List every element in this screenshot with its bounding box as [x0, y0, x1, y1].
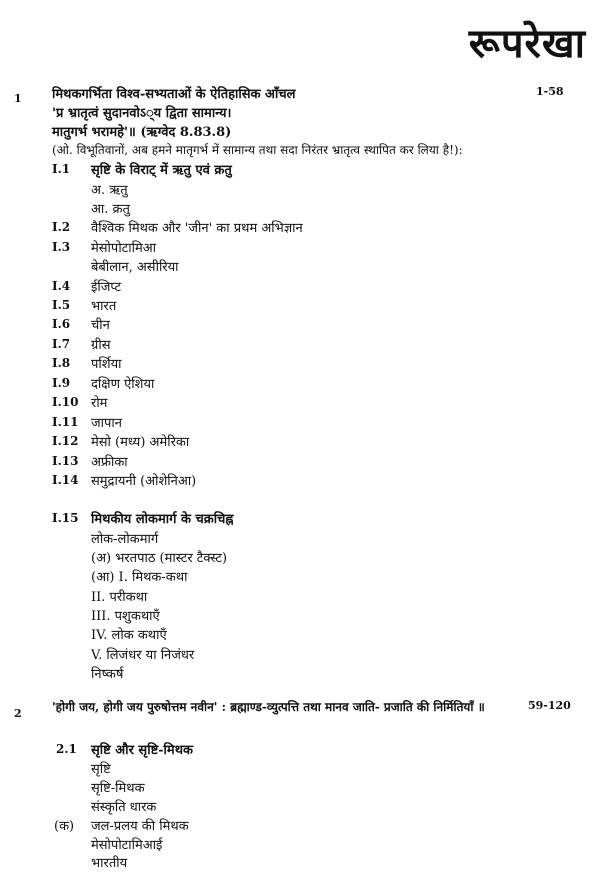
subitem: III. पशुकथाएँ: [91, 609, 160, 624]
section-code: I.2: [52, 220, 71, 234]
section-label: रोम: [91, 396, 108, 411]
subitem: सृष्टि: [91, 762, 111, 777]
section-code: I.15: [52, 511, 79, 525]
section-label: सृष्टि और सृष्टि-मिथक: [91, 743, 193, 758]
subitem: बेबीलान, असीरिया: [91, 260, 179, 275]
section-code: I.11: [52, 415, 79, 429]
section-label: समुद्रायनी (ओशेनिआ): [91, 474, 197, 489]
subitem: आ. क्रतु: [91, 202, 130, 217]
section-label: जापान: [91, 416, 122, 431]
section-code: I.13: [52, 454, 79, 468]
section-code: I.5: [52, 298, 71, 312]
subitem: मेसोपोटामिआई: [91, 838, 163, 853]
section-code: I.1: [52, 162, 71, 176]
subitem: सृष्टि-मिथक: [91, 781, 145, 796]
section-code: I.7: [52, 337, 71, 351]
chapter-1-heading: मिथकगर्भिता विश्व-सभ्यताओं के ऐतिहासिक आँचल: [52, 87, 296, 102]
section-label: ग्रीस: [91, 338, 111, 353]
section-label: भारत: [91, 299, 117, 314]
section-label: मेसो (मध्य) अमेरिका: [91, 435, 190, 450]
chapter-1-quote-line-1: 'प्र भ्रातृत्वं सुदानवोऽ्य द्विता सामान्य।: [52, 106, 232, 121]
section-label: चीन: [91, 318, 110, 333]
section-label: मेसोपोटामिआ: [91, 241, 157, 256]
subitem: लोक-लोकमार्ग: [91, 532, 159, 547]
list-marker: (क): [54, 819, 75, 834]
section-label: वैश्विक मिथक और 'जीन' का प्रथम अभिज्ञान: [91, 221, 303, 236]
section-label: मिथकीय लोकमार्ग के चक्रचिह्न: [91, 512, 234, 527]
section-code: I.9: [52, 376, 71, 390]
section-code: I.12: [52, 434, 79, 448]
subitem: (आ) I. मिथक-कथा: [91, 570, 188, 585]
chapter-1-quote-translation: (ओ. विभूतिवानों, अब हमने मातृगर्भ में सामान्य तथा सदा निरंतर भ्रातृत्व स्थापित कर लिया है!):: [52, 143, 463, 157]
chapter-2-heading: 'होगी जय, होगी जय पुरुषोत्तम नवीन' : ब्रह्माण्ड-व्युत्पत्ति तथा मानव जाति- प्रजाति की निर्मितियाँ ॥: [52, 700, 485, 714]
section-label: ईजिप्ट: [91, 280, 122, 295]
section-code: I.3: [52, 240, 71, 254]
section-code: I.4: [52, 279, 71, 293]
section-label: पर्शिया: [91, 357, 122, 372]
chapter-1-quote-line-2: मातुगर्भ भरामहे'॥ (ऋग्वेद 8.83.8): [52, 125, 232, 140]
section-code: I.10: [52, 395, 79, 409]
chapter-1-pages: 1-58: [536, 85, 564, 98]
page-title: रूपरेखा: [468, 20, 586, 67]
section-label: दक्षिण ऐशिया: [91, 377, 155, 392]
chapter-2-pages: 59-120: [528, 699, 571, 712]
chapter-1-number: 1: [14, 92, 22, 105]
section-code: I.14: [52, 473, 79, 487]
subitem: जल-प्रलय की मिथक: [91, 819, 189, 834]
subitem: IV. लोक कथाएँ: [91, 628, 167, 643]
subitem: II. परीकथा: [91, 590, 148, 605]
subitem: V. लिजंधर या निजंधर: [91, 648, 195, 663]
subitem: अ. ऋतु: [91, 183, 128, 198]
section-label: सृष्टि के विराट् में ऋतु एवं क्रतु: [91, 163, 232, 178]
section-code: I.8: [52, 356, 71, 370]
subitem: (अ) भरतपाठ (मास्टर टैक्स्ट): [91, 551, 228, 566]
chapter-2-number: 2: [14, 707, 22, 720]
section-label: अफ्रीका: [91, 455, 128, 470]
subitem: संस्कृति धारक: [91, 800, 157, 815]
section-code: 2.1: [56, 742, 77, 756]
section-code: I.6: [52, 317, 71, 331]
subitem: निष्कर्ष: [91, 667, 124, 682]
subitem: भारतीय: [91, 856, 128, 871]
